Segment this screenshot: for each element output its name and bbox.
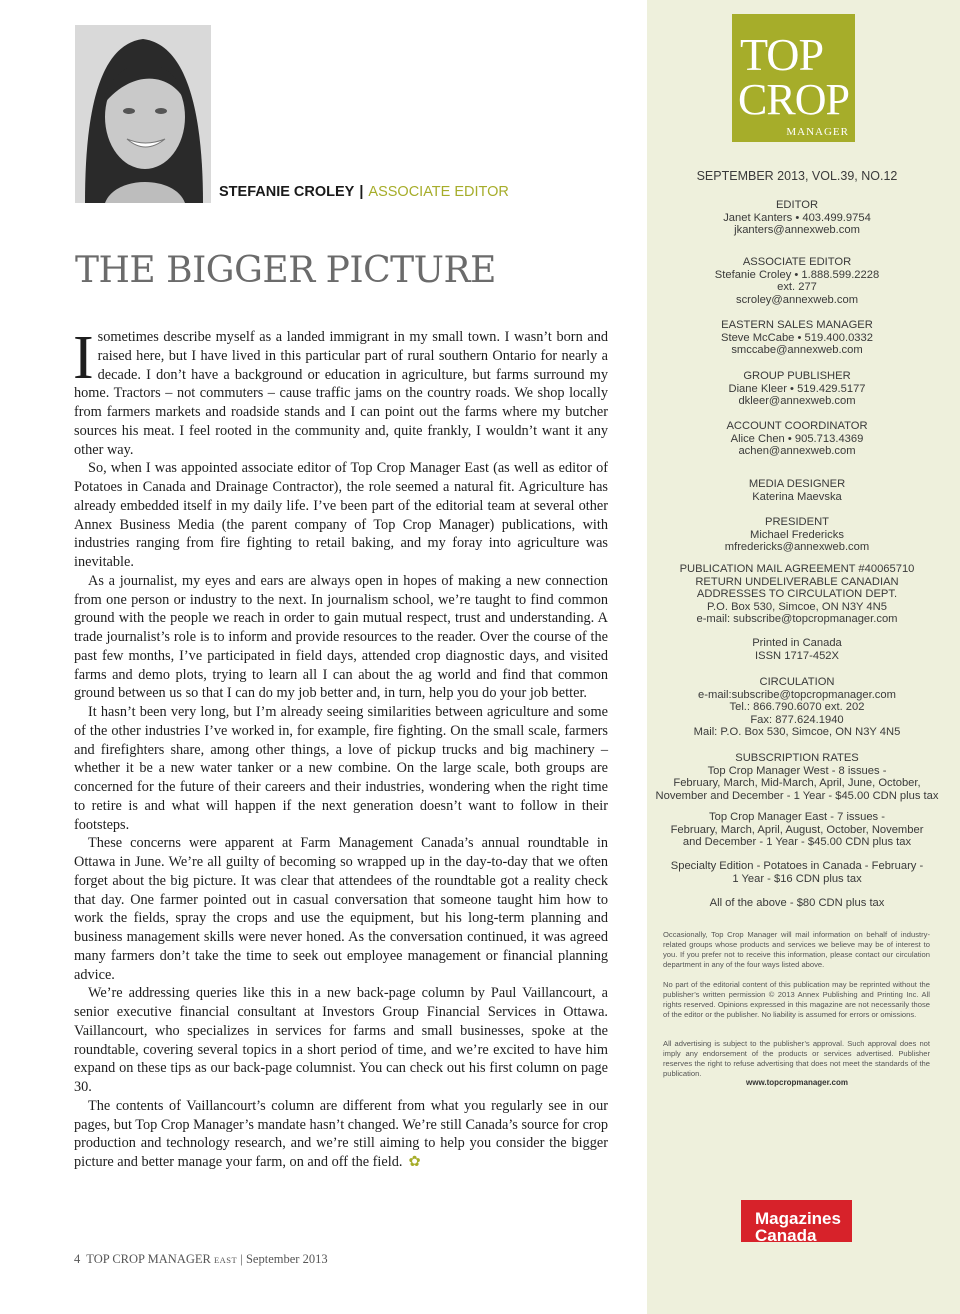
- masthead-designer: MEDIA DESIGNER Katerina Maevska: [748, 478, 846, 503]
- footer-date: September 2013: [245, 1252, 328, 1266]
- masthead-special: Specialty Edition - Potatoes in Canada - February - 1 Year - $16 CDN plus tax: [670, 860, 924, 885]
- disclaimer-mail: Occasionally, Top Crop Manager will mail information on behalf of industry-related groups whose products and services we believe may be of interest to you. If you prefer not to receive this information, please contact our circulation department in any of the four ways listed above.: [663, 930, 930, 969]
- article-body: [73, 324, 608, 1172]
- article-paragraph: I sometimes describe myself as a landed immigrant in my small town. I wasn’t born and raised here, but I have lived in this particular part of rural southern Ontario for nearly a decade. I don’t have a background or education in agriculture, but farms surround my home. Tractors – not commuters – cause traffic jams on the country roads. We shop locally from farmers markets and roadside stands and I can point out the farms where my butcher sources his meat. I feel rooted in the community and, quite frankly, I wouldn’t want it any other way.: [73, 324, 608, 458]
- masthead-mail: PUBLICATION MAIL AGREEMENT #40065710 RETURN UNDELIVERABLE CANADIAN ADDRESSES TO CIRCULATION DEPT. P.O. Box 530, Simcoe, ON N3Y 4N5 e-mail: subscribe@topcropmanager.com: [679, 563, 915, 626]
- page-title: THE BIGGER PICTURE: [75, 250, 496, 291]
- website-link[interactable]: www.topcropmanager.com: [746, 1078, 848, 1087]
- footer-separator: |: [240, 1252, 243, 1266]
- drop-cap: I: [73, 324, 94, 392]
- article-paragraph: It hasn’t been very long, but I’m already seeing similarities between agriculture and some of the other industries I’ve worked in, for example, fire fighting. On the small scale, farmers and firefighters share, among other things, a love of pickup trucks and big machinery – whether it be a new water tanker or a new combine. On the large scale, both groups are concerned for the future of their careers and their industries, wondering when the right time to retire is and what will happen if the next generation doesn’t want to follow in their footsteps.: [74, 704, 608, 833]
- author-role: ASSOCIATE EDITOR: [368, 184, 509, 200]
- masthead-printed: Printed in Canada ISSN 1717-452X: [752, 637, 842, 662]
- disclaimer-advertising: All advertising is subject to the publisher’s approval. Such approval does not imply any endorsement of the products or services advertised. Publisher reserves the right to refuse advertising that does not meet the standards of the publication.: [663, 1039, 930, 1078]
- page-footer: [74, 1252, 328, 1267]
- issue-line: SEPTEMBER 2013, VOL.39, NO.12: [696, 169, 898, 183]
- masthead-circulation: CIRCULATION e-mail:subscribe@topcropmanager.com Tel.: 866.790.6070 ext. 202 Fax: 877.624.1940 Mail: P.O. Box 530, Simcoe, ON N3Y 4N5: [693, 676, 901, 739]
- page-number: 4: [74, 1252, 81, 1266]
- article-paragraph: As a journalist, my eyes and ears are always open in hopes of making a new connection from one person or industry to the next. In journalism school, we’re taught to find common ground with the people we reach in order to gain mutual respect, trust and understanding. A trade journalist’s role is to inform and provide resources to the reader. Over the course of the past few months, I’ve participated in field days, attended crop diagnostic days, and visited farms and demo plots, trying to learn all I can about the ag world and find that common ground between us so that I can do my job better and, in turn, help you do your job better.: [74, 572, 608, 702]
- masthead-sidebar: [647, 0, 960, 1314]
- article-paragraph: So, when I was appointed associate editor of Top Crop Manager East (as well as editor of Potatoes in Canada and Drainage Contractor), the role seemed a natural fit. Agriculture has already embedded itself in my daily life. I’ve been part of the editorial team at several other Annex Business Media (the parent company of Top Crop Manager) publications, with industries ranging from fire fighting to retail baking, and my foray into agriculture was inevitable.: [74, 460, 608, 570]
- author-photo: [75, 25, 211, 203]
- masthead-associate-editor: ASSOCIATE EDITOR Stefanie Croley • 1.888.599.2228 ext. 277 scroley@annexweb.com: [714, 256, 880, 306]
- masthead-editor: EDITOR Janet Kanters • 403.499.9754 jkanters@annexweb.com: [723, 199, 871, 237]
- footer-publication: TOP CROP MANAGER: [86, 1252, 211, 1266]
- disclaimer-copyright: No part of the editorial content of this publication may be reprinted without the publisher’s written permission © 2013 Annex Publishing and Printing Inc. All rights reserved. Opinions expressed in this magazine are not necessarily those of the editor or the publisher. No liability is assumed for errors or omissions.: [663, 980, 930, 1019]
- masthead-publisher: GROUP PUBLISHER Diane Kleer • 519.429.5177 dkleer@annexweb.com: [728, 370, 866, 408]
- article-paragraph: We’re addressing queries like this in a new back-page column by Paul Vaillancourt, a senior executive financial consultant at Investors Group Financial Services in Ottawa. Vaillancourt, who specializes in services for farms and small businesses, spoke at the roundtable, covering several topics in a short period of time, and we’re excited to have him expand on these tips as our back-page columnist. You can check out his first column on page 30.: [74, 985, 608, 1095]
- masthead-president: PRESIDENT Michael Fredericks mfredericks@annexweb.com: [724, 516, 870, 554]
- masthead-coordinator: ACCOUNT COORDINATOR Alice Chen • 905.713.4369 achen@annexweb.com: [726, 420, 868, 458]
- footer-edition: EAST: [213, 1255, 238, 1265]
- author-name: STEFANIE CROLEY: [219, 184, 355, 200]
- masthead-rates-east: Top Crop Manager East - 7 issues - February, March, April, August, October, November and December - 1 Year - $45.00 CDN plus tax: [670, 811, 924, 849]
- end-mark-icon: ✿: [408, 1154, 421, 1170]
- article-paragraph: These concerns were apparent at Farm Management Canada’s annual roundtable in Ottawa in June. We’re all guilty of becoming so wrapped up in the day-to-day that we often forget about the big picture. It was clear that attendees of the roundtable got a reality check that day. One farmer pointed out in casual conversation that someone taught him how to work the fields, spray the crops and use the equipment, but his long-term planning and business management skills were never honed. As the conversation continued, it was agreed many farmers don’t take the time to seek out employee management or financial planning advice.: [74, 835, 608, 983]
- top-crop-manager-logo: TOP CROP MANAGER: [732, 14, 855, 142]
- byline: [219, 184, 509, 200]
- masthead-rates: SUBSCRIPTION RATES Top Crop Manager West - 8 issues - February, March, Mid-March, April, June, October, November and December - 1 Year - $45.00 CDN plus tax: [655, 752, 939, 802]
- masthead-sales: EASTERN SALES MANAGER Steve McCabe • 519.400.0332 smccabe@annexweb.com: [721, 319, 873, 357]
- masthead-all: All of the above - $80 CDN plus tax: [709, 897, 885, 909]
- byline-separator: |: [359, 184, 364, 200]
- article-paragraph: The contents of Vaillancourt’s column are different from what you regularly see in our pages, but Top Crop Manager’s mandate hasn’t changed. We’re still Canada’s source for crop production and technology research, and we’re still aiming to help you consider the bigger picture and better manage your farm, on and off the field. ✿: [74, 1097, 608, 1170]
- magazines-canada-logo: Magazines Canada: [741, 1200, 852, 1242]
